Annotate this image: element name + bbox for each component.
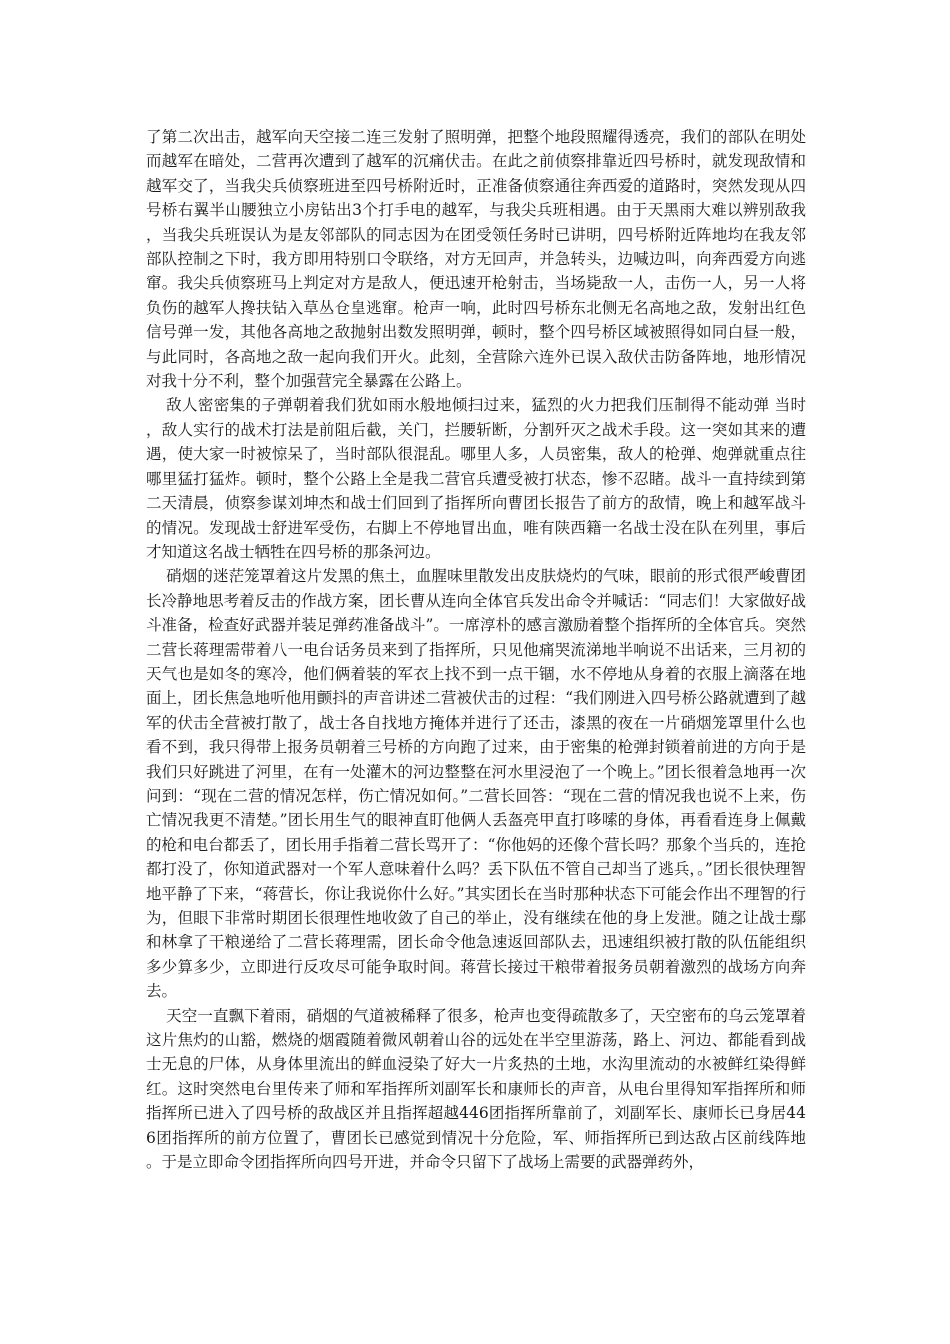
paragraph-1: 了第二次出击，越军向天空接二连三发射了照明弹，把整个地段照耀得透亮，我们的部队在明处而越军在暗处，二营再次遭到了越军的沉痛伏击。在此之前侦察排靠近四号桥时，就发现敌情和越军交了，当我尖兵侦察班进至四号桥附近时，正准备侦察通往奔西爱的道路时，突然发现从四号桥右翼半山腰独立小房钻出3个打手电的越军，与我尖兵班相遇。由于天黑雨大难以辨别敌我，当我尖兵班误认为是友邻部队的同志因为在团受领任务时已讲明，四号桥附近阵地均在我友邻部队控制之下时，我方即用特别口令联络，对方无回声，并急转头，边喊边叫，向奔西爱方向逃窜。我尖兵侦察班马上判定对方是敌人，便迅速开枪射击，当场毙敌一人，击伤一人，另一人将负伤的越军人搀扶钻入草丛仓皇逃窜。枪声一响，此时四号桥东北侧无名高地之敌，发射出红色信号弹一发，其他各高地之敌抛射出数发照明弹，顿时，整个四号桥区域被照得如同白昼一般，与此同时，各高地之敌一起向我们开火。此刻，全营除六连外已误入敌伏击防备阵地，地形情况对我十分不利，整个加强营完全暴露在公路上。 [146, 128, 806, 391]
paragraph-2: 敌人密密集的子弹朝着我们犹如雨水般地倾扫过来，猛烈的火力把我们压制得不能动弹 当时，敌人实行的战术打法是前阻后截，关门，拦腰斩断，分割歼灭之战术手段。这一突如其来的遭遇，使大家一时被惊呆了，当时部队很混乱。哪里人多，人员密集，敌人的枪弹、炮弹就重点往哪里猛打猛炸。顿时，整个公路上全是我二营官兵遭受被打状态，惨不忍睹。战斗一直持续到第二天清晨，侦察参谋刘坤杰和战士们回到了指挥所向曹团长报告了前方的敌情，晚上和越军战斗的情况。发现战士舒进军受伤，右脚上不停地冒出血，唯有陕西籍一名战士没在队在列里，事后才知道这名战士牺牲在四号桥的那条河边。 [146, 396, 806, 561]
paragraph-4: 天空一直飘下着雨，硝烟的气道被稀释了很多，枪声也变得疏散多了，天空密布的乌云笼罩着这片焦灼的山豁，燃烧的烟霞随着微风朝着山谷的远处在半空里游荡，路上、河边、都能看到战士无息的尸体，从身体里流出的鲜血浸染了好大一片炙热的土地，水沟里流动的水被鲜红染得鲜红。这时突然电台里传来了师和军指挥所刘副军长和康师长的声音，从电台里得知军指挥所和师指挥所已进入了四号桥的敌战区并且指挥超越446团指挥所靠前了，刘副军长、康师长已身居446团指挥所的前方位置了，曹团长已感觉到情况十分危险，军、师指挥所已到达敌占区前线阵地。于是立即命令团指挥所向四号开进，并命令只留下了战场上需要的武器弹药外， [146, 1006, 806, 1172]
paragraph-3: 硝烟的迷茫笼罩着这片发黑的焦土，血腥味里散发出皮肤烧灼的气味，眼前的形式很严峻曹团长冷静地思考着反击的作战方案，团长曹从连向全体官兵发出命令并喊话：“同志们！大家做好战斗准备，检查好武器并装足弹药准备战斗”。一席淳朴的感言激励着整个指挥所的全体官兵。突然二营长蒋理需带着八一电台话务员来到了指挥所，只见他痛哭流涕地半响说不出话来，三月初的天气也是如冬的寒冷，他们俩着装的军衣上找不到一点干锢，水不停地从身着的衣服上滴落在地面上，团长焦急地听他用颤抖的声音讲述二营被伏击的过程：“我们刚进入四号桥公路就遭到了越军的伏击全营被打散了，战士各自找地方掩体并进行了还击，漆黑的夜在一片硝烟笼罩里什么也看不到，我只得带上报务员朝着三号桥的方向跑了过来，由于密集的枪弹封锁着前进的方向于是我们只好跳进了河里，在有一处灌木的河边整整在河水里浸泡了一个晚上。”团长很着急地再一次问到：“现在二营的情况怎样，伤亡情况如何。”二营长回答：“现在二营的情况我也说不上来，伤亡情况我更不清楚。”团长用生气的眼神直盯他俩人丢盔亮甲直打哆嗦的身体，再看看连身上佩戴的枪和电台都丢了，团长用手指着二营长骂开了：“你他妈的还像个营长吗？那象个当兵的，连抢都打没了，你知道武器对一个军人意味着什么吗？丢下队伍不管自己却当了逃兵，。”团长很快理智地平静了下来，“蒋营长，你让我说你什么好。”其实团长在当时那种状态下可能会作出不理智的行为，但眼下非常时期团长很理性地收敛了自己的举止，没有继续在他的身上发泄。随之让战士鄢和林拿了干粮递给了二营长蒋理需，团长命令他急速返回部队去，迅速组织被打散的队伍能组织多少算多少，立即进行反攻尽可能争取时间。蒋营长接过干粮带着报务员朝着激烈的战场方向奔去。 [146, 567, 806, 1001]
document-body [146, 125, 806, 1174]
